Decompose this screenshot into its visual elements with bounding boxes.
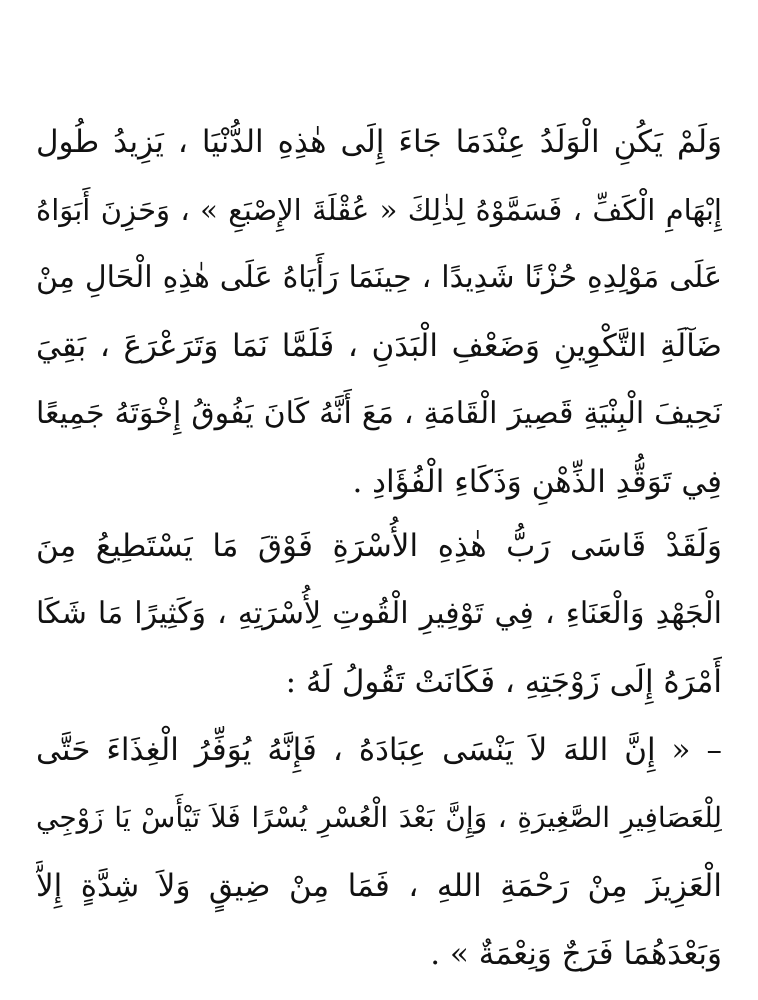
text-line: أَمْرَهُ إِلَى زَوْجَتِهِ ، فَكَانَتْ تَقُولُ لَهُ : [285, 664, 722, 700]
text-line: لِلْعَصَافِيرِ الصَّغِيرَةِ ، وَإِنَّ بَعْدَ الْعُسْرِ يُسْرًا فَلاَ تَيْأَسْ يَا زَوْجِي [36, 801, 722, 834]
text-line: إِبْهَامِ الْكَفِّ ، فَسَمَّوْهُ لِذٰلِكَ « عُقْلَةَ الإِصْبَعِ » ، وَحَزِنَ أَبَوَاهُ [36, 193, 722, 227]
paragraph-2 [36, 512, 722, 716]
text-line: فِي تَوَقُّدِ الذِّهْنِ وَذَكَاءِ الْفُؤَادِ . [352, 464, 722, 500]
text-line: وَلَمْ يَكُنِ الْوَلَدُ عِنْدَمَا جَاءَ إِلَى هٰذِهِ الدُّنْيَا ، يَزِيدُ طُول [36, 124, 722, 160]
paragraph-3 [36, 716, 722, 988]
text-line: عَلَى مَوْلِدِهِ حُزْنًا شَدِيدًا ، حِينَمَا رَأَيَاهُ عَلَى هٰذِهِ الْحَالِ مِنْ [36, 260, 722, 295]
text-line: وَلَقَدْ قَاسَى رَبُّ هٰذِهِ الأُسْرَةِ فَوْقَ مَا يَسْتَطِيعُ مِنَ [36, 528, 722, 564]
text-line: ضَآلَةِ التَّكْوِينِ وَضَعْفِ الْبَدَنِ ، فَلَمَّا نَمَا وَتَرَعْرَعَ ، بَقِيَ [36, 328, 722, 364]
paragraph-1 [36, 108, 722, 516]
text-line: وَبَعْدَهُمَا فَرَجٌ وَنِعْمَةٌ » . [430, 936, 722, 972]
text-line: الْعَزِيزَ مِنْ رَحْمَةِ اللهِ ، فَمَا مِنْ ضِيقٍ وَلاَ شِدَّةٍ إِلاَّ [36, 868, 722, 904]
text-line: نَحِيفَ الْبِنْيَةِ قَصِيرَ الْقَامَةِ ، مَعَ أَنَّهُ كَانَ يَفُوقُ إِخْوَتَهُ جَمِيعًا [36, 396, 722, 431]
text-line: الْجَهْدِ وَالْعَنَاءِ ، فِي تَوْفِيرِ الْقُوتِ لِأُسْرَتِهِ ، وَكَثِيرًا مَا شَكَا [36, 596, 722, 631]
text-line: – « إِنَّ اللهَ لاَ يَنْسَى عِبَادَهُ ، فَإِنَّهُ يُوَفِّرُ الْغِذَاءَ حَتَّى [36, 732, 722, 768]
